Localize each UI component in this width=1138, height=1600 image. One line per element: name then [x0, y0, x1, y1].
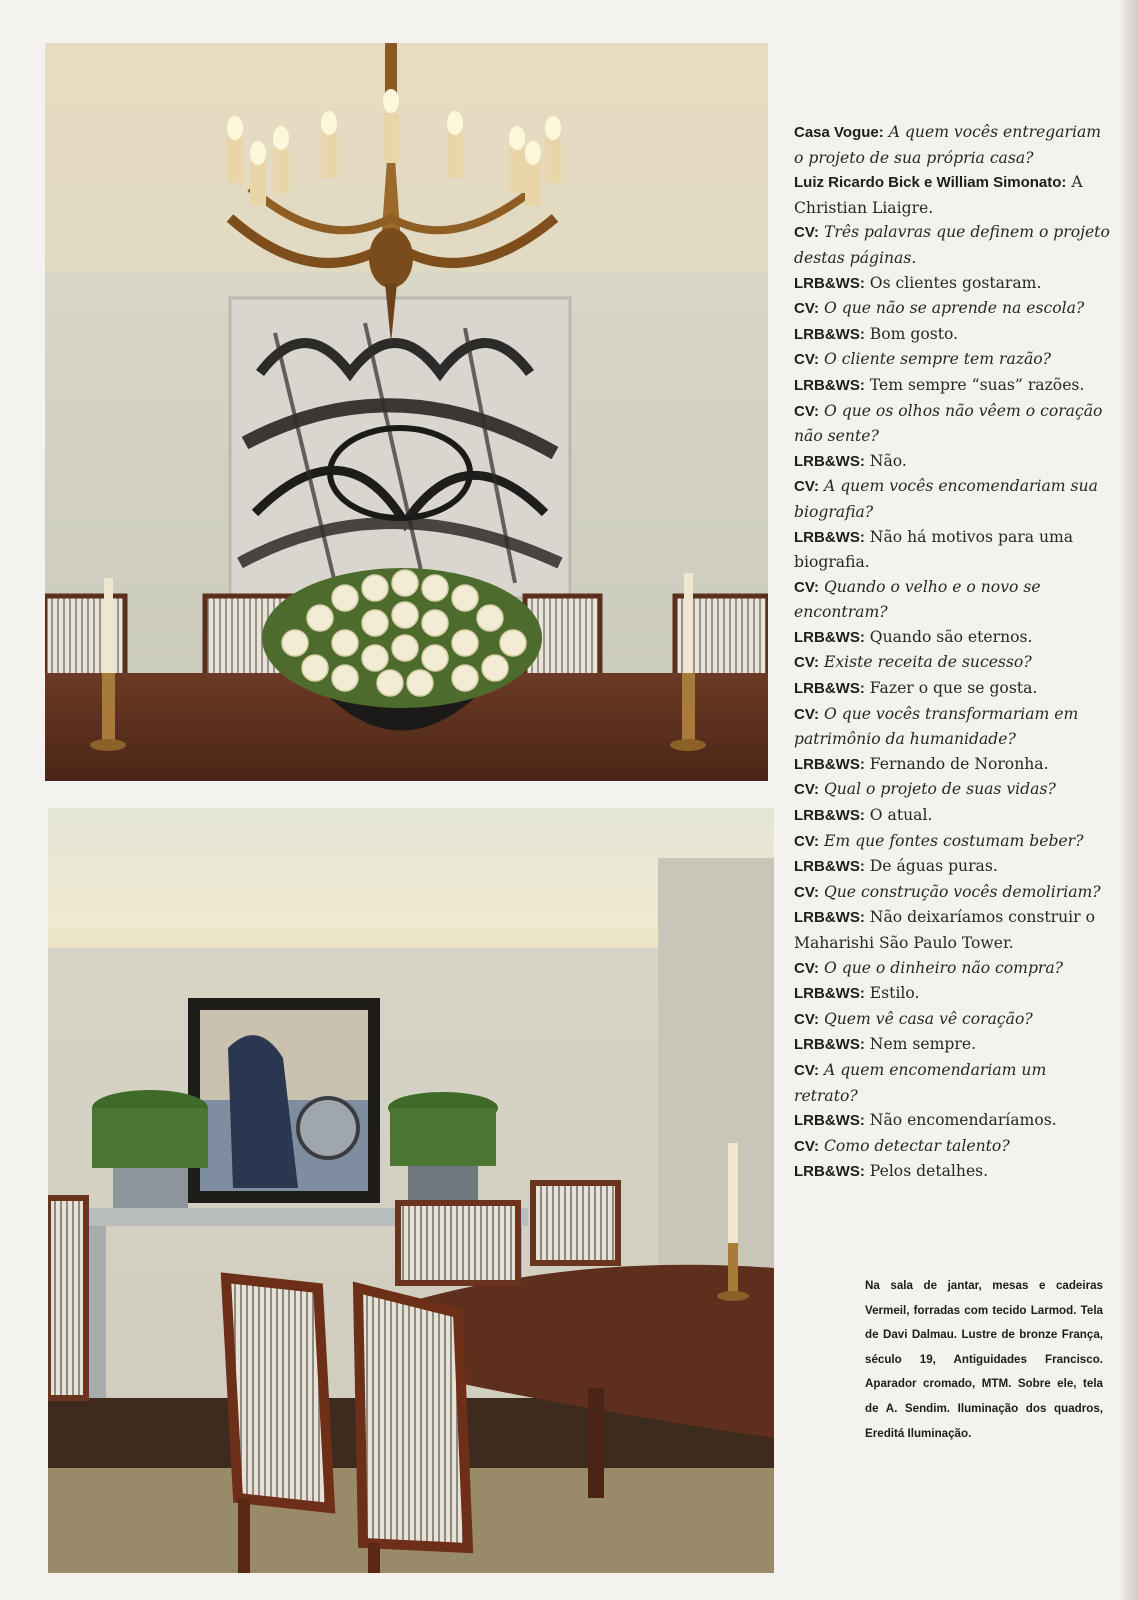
photo-caption: Na sala de jantar, mesas e cadeiras Vermeil, forradas com tecido Larmod. Tela de Davi Dalmau. Lustre de bronze França, século 19, Antiguidades Francisco. Aparador cromado, MTM. Sobre ele, tela de A. Sendim. Iluminação dos quadros, Ereditá Iluminação. — [865, 1279, 1103, 1440]
speaker-label: LRB&WS: — [794, 274, 865, 292]
interview-item — [794, 449, 1112, 475]
question-text: Existe receita de sucesso? — [823, 653, 1032, 672]
speaker-label: CV: — [794, 705, 820, 723]
answer-text: Fazer o que se gosta. — [869, 679, 1038, 698]
question-text: Qual o projeto de suas vidas? — [823, 780, 1056, 799]
speaker-label: LRB&WS: — [794, 909, 865, 927]
speaker-label: CV: — [794, 883, 820, 901]
answer-text: Nem sempre. — [869, 1035, 977, 1054]
speaker-label: Casa Vogue: — [794, 124, 884, 141]
interview-column — [794, 120, 1112, 1185]
answer-text: O atual. — [869, 806, 933, 825]
question-text: O que o dinheiro não compra? — [823, 958, 1064, 977]
interview-item — [794, 525, 1112, 575]
interview-item — [794, 880, 1112, 906]
speaker-label: CV: — [794, 1061, 820, 1079]
interview-item — [794, 1159, 1112, 1185]
dining-room-photo-top — [45, 43, 768, 781]
question-text: Quando o velho e o novo se encontram? — [794, 577, 1041, 622]
interview-item — [794, 271, 1112, 297]
speaker-label: LRB&WS: — [794, 985, 865, 1003]
interview-item — [794, 373, 1112, 399]
framed-painting — [188, 998, 380, 1203]
question-text: Como detectar talento? — [823, 1136, 1010, 1155]
question-text: O que vocês transformariam em patrimônio da humanidade? — [794, 704, 1079, 749]
speaker-label: CV: — [794, 781, 820, 799]
dining-room-illustration-bottom — [48, 808, 774, 1573]
answer-text: A Christian Liaigre. — [794, 173, 1083, 217]
speaker-label: LRB&WS: — [794, 1036, 865, 1054]
page-edge-shadow — [1118, 0, 1138, 1600]
speaker-label: LRB&WS: — [794, 325, 865, 343]
interview-item — [794, 625, 1112, 651]
interview-item — [794, 803, 1112, 829]
speaker-label: LRB&WS: — [794, 858, 865, 876]
interview-item — [794, 399, 1112, 449]
answer-text: Bom gosto. — [869, 324, 959, 343]
answer-text: Os clientes gostaram. — [869, 273, 1042, 292]
question-text: A quem vocês encomendariam sua biografia? — [794, 477, 1098, 521]
speaker-label: LRB&WS: — [794, 807, 865, 825]
answer-text: Tem sempre “suas” razões. — [869, 375, 1085, 394]
interview-item — [794, 1108, 1112, 1134]
answer-text: Não. — [869, 451, 907, 470]
question-text: O que os olhos não vêem o coração não sente? — [794, 401, 1103, 446]
question-text: O que não se aprende na escola? — [823, 299, 1085, 318]
speaker-label: CV: — [794, 1010, 820, 1028]
interview-item — [794, 905, 1112, 955]
interview-item — [794, 322, 1112, 348]
question-text: Quem vê casa vê coração? — [823, 1009, 1033, 1028]
abstract-painting — [230, 298, 570, 598]
speaker-label: CV: — [794, 402, 820, 420]
question-text: O cliente sempre tem razão? — [823, 350, 1052, 369]
speaker-label: LRB&WS: — [794, 528, 865, 546]
speaker-label: CV: — [794, 1137, 820, 1155]
interview-item — [794, 981, 1112, 1007]
interview-item — [794, 220, 1112, 270]
answer-text: Quando são eternos. — [869, 627, 1033, 646]
speaker-label: LRB&WS: — [794, 628, 865, 646]
speaker-label: CV: — [794, 224, 820, 242]
interview-item — [794, 676, 1112, 702]
answer-text: Não deixaríamos construir o Maharishi São Paulo Tower. — [794, 908, 1095, 952]
speaker-label: CV: — [794, 654, 820, 672]
interview-item — [794, 829, 1112, 855]
speaker-label: Luiz Ricardo Bick e William Simonato: — [794, 174, 1067, 192]
interview-item — [794, 854, 1112, 880]
speaker-label: LRB&WS: — [794, 452, 865, 470]
speaker-label: CV: — [794, 300, 820, 318]
dining-room-illustration-top — [45, 43, 768, 781]
interview-item — [794, 752, 1112, 778]
answer-text: Estilo. — [869, 984, 920, 1003]
speaker-label: LRB&WS: — [794, 680, 865, 698]
speaker-label: LRB&WS: — [794, 1112, 865, 1130]
speaker-label: CV: — [794, 959, 820, 977]
question-text: Que construção vocês demoliriam? — [823, 882, 1101, 901]
interview-item — [794, 777, 1112, 803]
answer-text: Fernando de Noronha. — [869, 754, 1049, 773]
speaker-label: LRB&WS: — [794, 376, 865, 394]
answer-text: Pelos detalhes. — [869, 1162, 989, 1181]
interview-item — [794, 956, 1112, 982]
speaker-label: CV: — [794, 832, 820, 850]
interview-item — [794, 170, 1112, 220]
speaker-label: LRB&WS: — [794, 755, 865, 773]
interview-item — [794, 1058, 1112, 1108]
interview-item — [794, 575, 1112, 625]
speaker-label: LRB&WS: — [794, 1163, 865, 1181]
interview-item — [794, 347, 1112, 373]
answer-text: Não encomendaríamos. — [869, 1111, 1057, 1130]
interview-item — [794, 702, 1112, 752]
interview-item — [794, 1007, 1112, 1033]
answer-text: De águas puras. — [869, 857, 998, 876]
interview-item — [794, 1032, 1112, 1058]
question-text: Três palavras que definem o projeto destas páginas. — [794, 223, 1110, 267]
interview-item — [794, 120, 1112, 170]
interview-item — [794, 474, 1112, 524]
question-text: A quem encomendariam um retrato? — [794, 1060, 1047, 1105]
dining-room-photo-bottom — [48, 808, 774, 1573]
speaker-label: CV: — [794, 351, 820, 369]
speaker-label: CV: — [794, 478, 820, 496]
answer-text: Não há motivos para uma biografia. — [794, 527, 1074, 572]
interview-item — [794, 296, 1112, 322]
question-text: Em que fontes costumam beber? — [823, 831, 1084, 850]
question-text: A quem vocês entregariam o projeto de sua própria casa? — [794, 123, 1102, 167]
interview-item — [794, 1134, 1112, 1160]
interview-item — [794, 650, 1112, 676]
speaker-label: CV: — [794, 578, 820, 596]
